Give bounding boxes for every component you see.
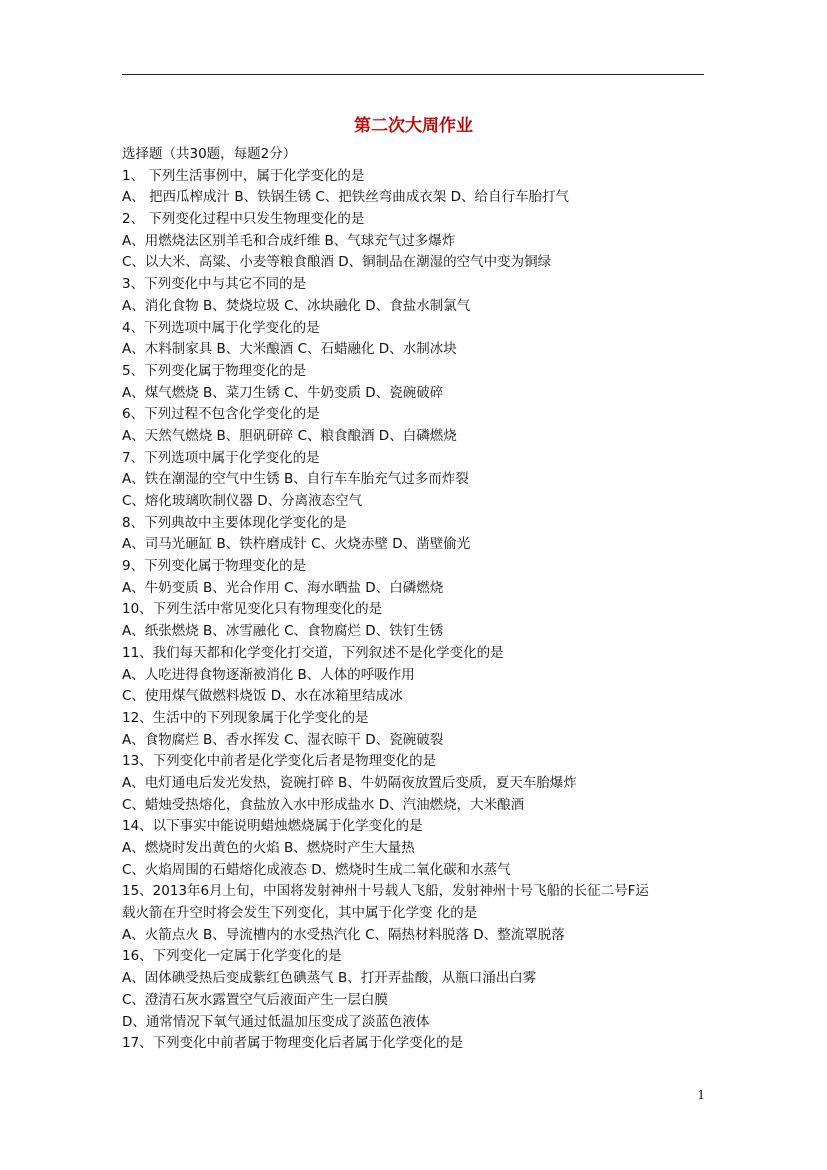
question-15-continued: 载火箭在升空时将会发生下列变化，其中属于化学变 化的是: [122, 905, 478, 922]
question-16-option-d: D、通常情况下氧气通过低温加压变成了淡蓝色液体: [122, 1013, 430, 1030]
question-10: 10、下列生活中常见变化只有物理变化的是: [122, 601, 383, 618]
question-14-options-ab: A、燃烧时发出黄色的火焰 B、燃烧时产生大量热: [122, 840, 415, 856]
question-3: 3、下列变化中与其它不同的是: [122, 276, 307, 293]
question-15-options: A、火箭点火 B、导流槽内的水受热汽化 C、隔热材料脱落 D、整流罩脱落: [122, 926, 565, 943]
question-14: 14、以下事实中能说明蜡烛燃烧属于化学变化的是: [122, 818, 423, 835]
question-11-options-cd: C、使用煤气做燃料烧饭 D、水在冰箱里结成冰: [122, 688, 403, 705]
question-16-options-ab: A、固体碘受热后变成紫红色碘蒸气 B、打开弄盐酸，从瓶口涌出白雾: [122, 970, 537, 987]
question-16: 16、下列变化一定属于化学变化的是: [122, 948, 342, 965]
question-12-options: A、食物腐烂 B、香水挥发 C、湿衣晾干 D、瓷碗破裂: [122, 731, 444, 748]
question-7-options-ab: A、铁在潮湿的空气中生锈 B、自行车车胎充气过多而炸裂: [122, 471, 469, 488]
question-1: 1、 下列生活事例中，属于化学变化的是: [122, 167, 365, 184]
question-1-options: A、 把西瓜榨成汁 B、铁锅生锈 C、把铁丝弯曲成衣架 D、给自行车胎打气: [122, 189, 569, 206]
question-13-options-ab: A、电灯通电后发光发热，瓷碗打碎 B、牛奶隔夜放置后变质，夏天车胎爆炸: [122, 774, 577, 791]
question-2-options-cd: C、以大米、高粱、小麦等粮食酿酒 D、铜制品在潮湿的空气中变为铜绿: [122, 254, 552, 271]
question-11: 11、我们每天都和化学变化打交道，下列叙述不是化学变化的是: [122, 644, 504, 661]
question-17: 17、下列变化中前者属于物理变化后者属于化学变化的是: [122, 1035, 464, 1052]
question-11-options-ab: A、人吃进得食物逐渐被消化 B、人体的呼吸作用: [122, 666, 415, 683]
question-10-options: A、纸张燃烧 B、冰雪融化 C、食物腐烂 D、铁钉生锈: [122, 623, 444, 640]
question-4: 4、下列选项中属于化学变化的是: [122, 319, 320, 336]
question-8: 8、下列典故中主要体现化学变化的是: [122, 514, 347, 531]
question-7: 7、下列选项中属于化学变化的是: [122, 449, 320, 466]
question-6: 6、下列过程不包含化学变化的是: [122, 406, 320, 423]
section-heading: 选择题（共30题，每题2分）: [122, 146, 297, 162]
question-6-options: A、天然气燃烧 B、胆矾研碎 C、粮食酿酒 D、白磷燃烧: [122, 427, 457, 444]
page-title: 第二次大周作业: [354, 116, 473, 136]
question-9-options: A、牛奶变质 B、光合作用 C、海水晒盐 D、白磷燃烧: [122, 579, 444, 596]
page-number: 1: [697, 1088, 705, 1102]
document-body: [122, 144, 707, 1055]
question-13: 13、下列变化中前者是化学变化后者是物理变化的是: [122, 753, 437, 770]
question-14-options-cd: C、火焰周围的石蜡熔化成液态 D、燃烧时生成二氧化碳和水蒸气: [122, 861, 511, 878]
header-rule: [122, 74, 704, 75]
question-7-options-cd: C、熔化玻璃吹制仪器 D、分离液态空气: [122, 493, 363, 509]
question-5-options: A、煤气燃烧 B、菜刀生锈 C、牛奶变质 D、瓷碗破碎: [122, 384, 444, 401]
question-4-options: A、木料制家具 B、大米酿酒 C、石蜡融化 D、水制冰块: [122, 341, 457, 358]
question-2-options-ab: A、用燃烧法区别羊毛和合成纤维 B、气球充气过多爆炸: [122, 232, 456, 249]
question-8-options: A、司马光砸缸 B、铁杵磨成针 C、火烧赤壁 D、凿壁偷光: [122, 536, 471, 553]
question-5: 5、下列变化属于物理变化的是: [122, 362, 307, 379]
question-13-options-cd: C、蜡烛受热熔化，食盐放入水中形成盐水 D、汽油燃烧，大米酿酒: [122, 796, 525, 813]
question-16-option-c: C、澄清石灰水露置空气后液面产生一层白膜: [122, 991, 388, 1008]
question-9: 9、下列变化属于物理变化的是: [122, 558, 307, 575]
question-15: 15、2013年6月上旬，中国将发射神州十号载人飞船，发射神州十号飞船的长征二号F运: [122, 883, 649, 900]
question-12: 12、生活中的下列现象属于化学变化的是: [122, 709, 369, 726]
question-3-options: A、消化食物 B、焚烧垃圾 C、冰块融化 D、食盐水制氯气: [122, 297, 471, 314]
question-2: 2、 下列变化过程中只发生物理变化的是: [122, 211, 365, 228]
